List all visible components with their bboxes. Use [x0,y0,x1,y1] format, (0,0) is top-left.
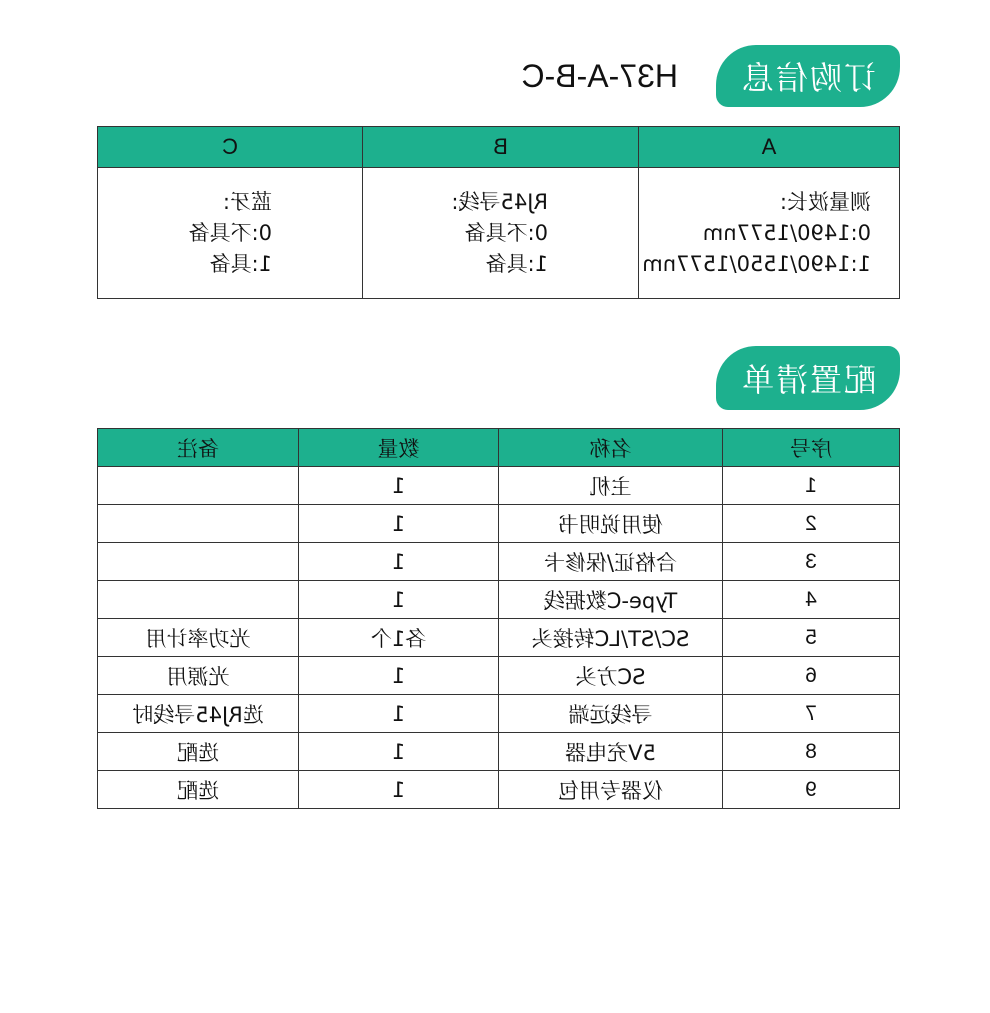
table-row [98,543,900,581]
row-qty: 1 [299,733,499,771]
order-info-table [97,126,900,299]
order-info-tab [716,45,900,107]
row-note: 选配 [98,733,299,771]
header-b: B [363,127,639,168]
option-b-line-0: 0:不具备 [464,220,548,245]
row-seq: 6 [723,657,900,695]
row-name: 合格证/保修卡 [499,543,723,581]
row-note [98,467,299,505]
row-qty: 1 [299,543,499,581]
config-list-tab-label: 配置清单 [740,361,877,399]
header-seq: 序号 [723,429,900,467]
option-b-line-1: 1:具备 [485,251,548,276]
row-note: 选配 [98,771,299,809]
row-qty: 各1个 [299,619,499,657]
table-row [98,695,900,733]
row-seq: 1 [723,467,900,505]
option-c-line-1: 1:具备 [209,251,272,276]
header-qty: 数量 [299,429,499,467]
config-list-tab [716,346,900,410]
row-qty: 1 [299,695,499,733]
order-info-header-row [98,127,900,168]
config-header-row [98,429,900,467]
table-row [98,505,900,543]
option-a-line-0: 0:1490/1577nm [702,220,871,245]
row-seq: 5 [723,619,900,657]
table-row [98,771,900,809]
row-seq: 3 [723,543,900,581]
config-list-table [97,428,900,809]
header-note: 备注 [98,429,299,467]
option-b-cell [363,168,639,299]
order-info-body-row [98,168,900,299]
table-row [98,467,900,505]
table-row [98,581,900,619]
row-name: SC/ST/LC转接头 [499,619,723,657]
row-note [98,505,299,543]
row-seq: 8 [723,733,900,771]
row-name: 仪器专用包 [499,771,723,809]
row-qty: 1 [299,581,499,619]
model-code: H37-A-B-C [521,58,678,94]
row-name: 5V充电器 [499,733,723,771]
table-row [98,619,900,657]
row-seq: 2 [723,505,900,543]
row-name: Type-C数据线 [499,581,723,619]
row-note: 光源用 [98,657,299,695]
row-qty: 1 [299,771,499,809]
option-a-line-1: 1:1490/1550/1577nm [642,251,871,276]
option-c-title: 蓝牙: [222,189,272,214]
row-seq: 4 [723,581,900,619]
option-b-title: RJ45寻线: [451,189,548,214]
order-info-tab-label: 订购信息 [740,59,877,97]
option-c-cell [98,168,363,299]
row-seq: 9 [723,771,900,809]
row-qty: 1 [299,505,499,543]
row-seq: 7 [723,695,900,733]
option-a-cell [639,168,900,299]
table-row [98,733,900,771]
table-row [98,657,900,695]
header-name: 名称 [499,429,723,467]
row-note [98,543,299,581]
row-name: 使用说明书 [499,505,723,543]
header-c: C [98,127,363,168]
row-name: 主机 [499,467,723,505]
row-note: 光功率计用 [98,619,299,657]
config-rows [98,467,900,809]
row-name: 寻线远端 [499,695,723,733]
option-a-title: 测量波长: [779,189,871,214]
row-name: SC方头 [499,657,723,695]
row-note [98,581,299,619]
option-c-line-0: 0:不具备 [188,220,272,245]
row-qty: 1 [299,657,499,695]
row-note: 选RJ45寻线时 [98,695,299,733]
header-a: A [639,127,900,168]
row-qty: 1 [299,467,499,505]
